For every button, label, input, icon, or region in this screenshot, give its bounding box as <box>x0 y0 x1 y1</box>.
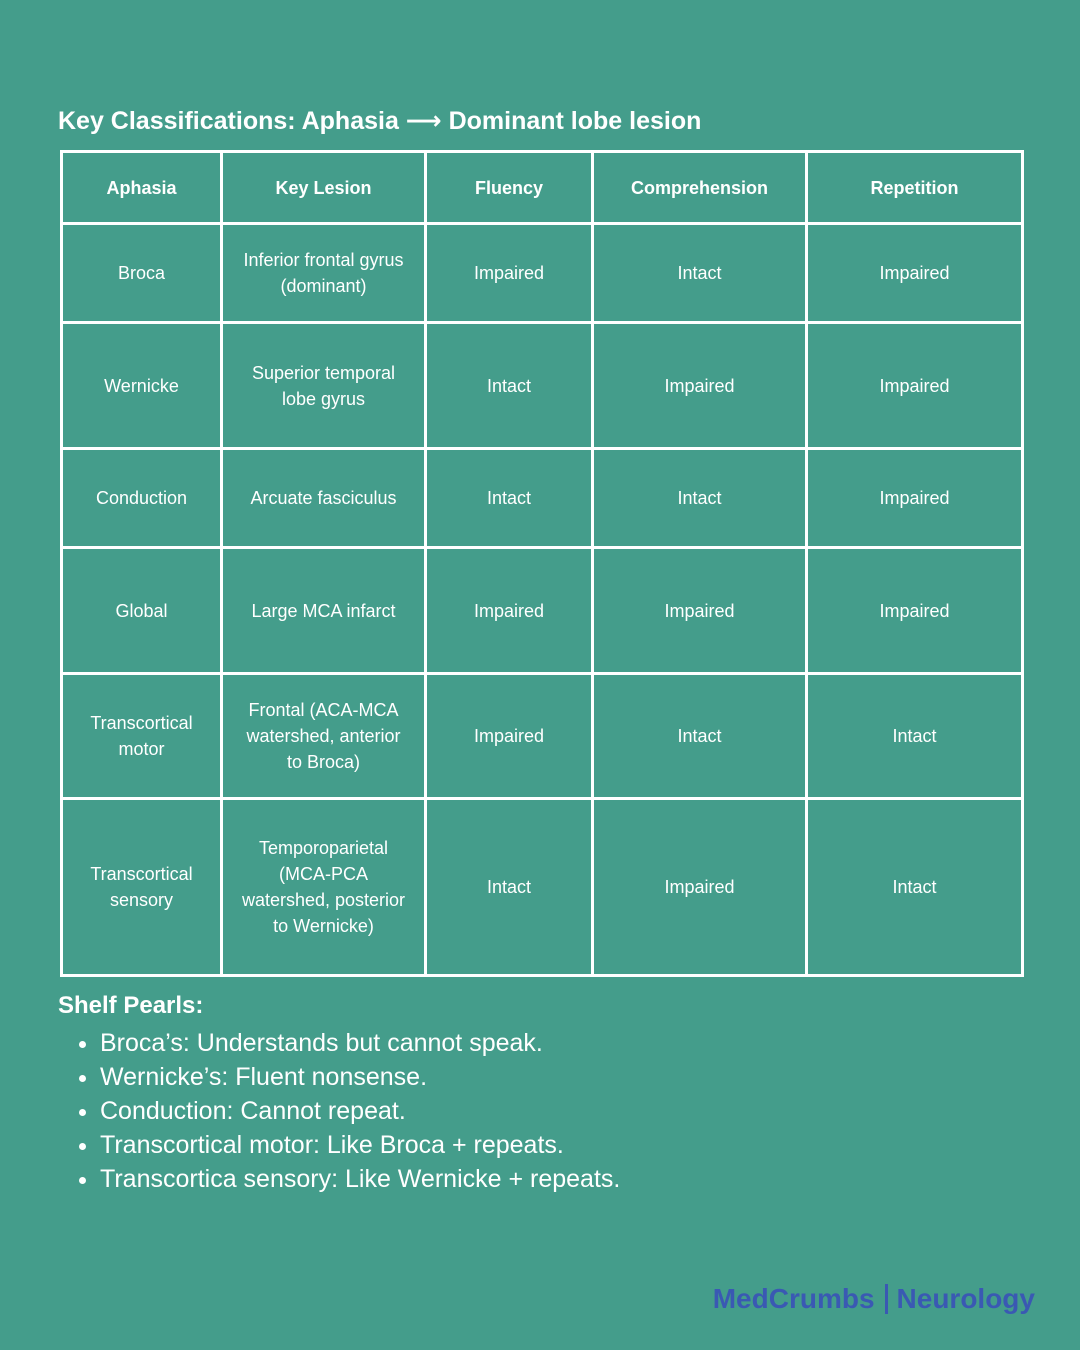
cell-fluency: Intact <box>426 449 593 548</box>
cell-comprehension: Intact <box>593 674 807 799</box>
cell-aphasia: Conduction <box>62 449 222 548</box>
brand-divider <box>885 1284 888 1314</box>
cell-comprehension: Impaired <box>593 799 807 976</box>
cell-fluency: Impaired <box>426 674 593 799</box>
table-row <box>62 224 1023 323</box>
cell-aphasia: Wernicke <box>62 323 222 449</box>
cell-key-lesion: Temporoparietal (MCA-PCA watershed, posterior to Wernicke) <box>222 799 426 976</box>
cell-key-lesion: Large MCA infarct <box>222 548 426 674</box>
cell-fluency: Impaired <box>426 224 593 323</box>
cell-comprehension: Intact <box>593 224 807 323</box>
header-aphasia: Aphasia <box>62 152 222 224</box>
cell-fluency: Impaired <box>426 548 593 674</box>
shelf-pearls-list <box>58 1026 620 1196</box>
list-item: • Broca’s: Understands but cannot speak. <box>100 1026 620 1060</box>
cell-comprehension: Impaired <box>593 323 807 449</box>
table-row <box>62 674 1023 799</box>
table-row <box>62 323 1023 449</box>
header-key-lesion: Key Lesion <box>222 152 426 224</box>
cell-key-lesion: Inferior frontal gyrus (dominant) <box>222 224 426 323</box>
list-item: • Transcortica sensory: Like Wernicke + repeats. <box>100 1162 620 1196</box>
list-item: • Transcortical motor: Like Broca + repeats. <box>100 1128 620 1162</box>
table-row <box>62 799 1023 976</box>
aphasia-table <box>60 150 1024 977</box>
cell-key-lesion: Superior temporal lobe gyrus <box>222 323 426 449</box>
cell-aphasia: Broca <box>62 224 222 323</box>
table-header-row <box>62 152 1023 224</box>
cell-repetition: Impaired <box>807 323 1023 449</box>
table-row <box>62 449 1023 548</box>
cell-fluency: Intact <box>426 323 593 449</box>
cell-key-lesion: Arcuate fasciculus <box>222 449 426 548</box>
cell-fluency: Intact <box>426 799 593 976</box>
header-fluency: Fluency <box>426 152 593 224</box>
header-repetition: Repetition <box>807 152 1023 224</box>
page-title: Key Classifications: Aphasia ⟶ Dominant lobe lesion <box>58 107 702 135</box>
cell-aphasia: Transcortical sensory <box>62 799 222 976</box>
list-item: • Conduction: Cannot repeat. <box>100 1094 620 1128</box>
cell-aphasia: Global <box>62 548 222 674</box>
header-comprehension: Comprehension <box>593 152 807 224</box>
cell-comprehension: Intact <box>593 449 807 548</box>
cell-repetition: Intact <box>807 674 1023 799</box>
cell-repetition: Impaired <box>807 449 1023 548</box>
cell-repetition: Intact <box>807 799 1023 976</box>
cell-repetition: Impaired <box>807 548 1023 674</box>
cell-aphasia: Transcortical motor <box>62 674 222 799</box>
brand-footer <box>713 1283 1035 1315</box>
brand-name: MedCrumbs <box>712 1283 875 1314</box>
cell-key-lesion: Frontal (ACA-MCA watershed, anterior to Broca) <box>222 674 426 799</box>
cell-comprehension: Impaired <box>593 548 807 674</box>
shelf-pearls-title: Shelf Pearls: <box>58 992 204 1019</box>
list-item: • Wernicke’s: Fluent nonsense. <box>100 1060 620 1094</box>
brand-section: Neurology <box>896 1283 1035 1314</box>
table-row <box>62 548 1023 674</box>
cell-repetition: Impaired <box>807 224 1023 323</box>
